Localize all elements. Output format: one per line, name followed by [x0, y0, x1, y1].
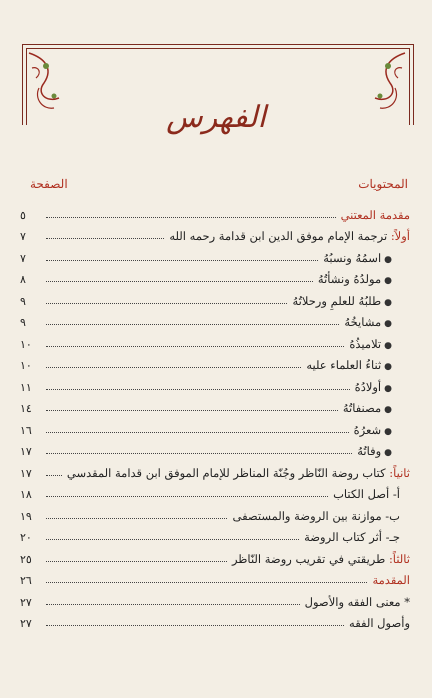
toc-entry-title [330, 487, 410, 501]
toc-entry-text: وفاتُهُ [357, 444, 382, 458]
toc-entry-title [64, 466, 410, 480]
toc-entry-text: ثناءُ العلماء عليه [306, 358, 382, 372]
bullet-icon: ● [384, 383, 392, 394]
bullet-icon: ● [384, 426, 392, 437]
bullet-icon: ● [384, 362, 392, 372]
toc-entry-page: ٢٦ [20, 574, 32, 587]
leader-dots [46, 345, 344, 347]
leader-dots [46, 624, 344, 626]
toc-entry-text: شعرُهُ [353, 422, 382, 437]
toc-entry-page: ٢٥ [20, 552, 32, 566]
toc-entry [20, 286, 410, 308]
toc-entry-text: مصنفاتُهُ [342, 401, 382, 415]
toc-entry [20, 329, 410, 351]
toc-entry-text: أولادُهُ [354, 379, 382, 394]
toc-entry [20, 415, 410, 437]
leader-dots [46, 409, 338, 411]
toc-entry [20, 222, 410, 244]
toc-header [22, 177, 408, 195]
toc-entry-page: ١٠ [20, 337, 32, 351]
toc-entry-title [303, 358, 410, 372]
toc-entry [20, 587, 410, 609]
toc-entry [20, 372, 410, 394]
toc-entry [20, 394, 410, 416]
toc-entry [20, 566, 410, 588]
leader-dots [46, 388, 350, 390]
toc-entry-title [289, 294, 410, 308]
bullet-icon: ● [384, 405, 392, 415]
toc-entry-text: مولدُهُ ونشأتُهُ [317, 272, 382, 286]
bullet-icon: ● [384, 340, 392, 351]
page-label: الصفحة [30, 177, 68, 191]
toc-entry-title [346, 616, 410, 630]
toc-entry-title [166, 229, 410, 243]
bullet-icon: ● [384, 254, 392, 265]
toc-entry-title [338, 208, 410, 222]
toc-entry-title [315, 272, 410, 286]
bullet-icon: ● [384, 319, 392, 329]
toc-entry-page: ٢٧ [20, 595, 32, 609]
toc-entry-text: مقدمة المعتني [340, 207, 410, 222]
leader-dots [46, 581, 367, 583]
toc-entry [20, 458, 410, 480]
toc-entry-text: مشايخُهُ [344, 315, 382, 329]
toc-entry-page: ١٠ [20, 359, 32, 372]
toc-entry-page: ٨ [20, 273, 26, 286]
toc-entry-prefix: أولاً: [390, 229, 410, 243]
toc-entry-text: تلاميذُهُ [349, 336, 382, 351]
toc-entry-page: ١٧ [20, 445, 32, 458]
leader-dots [46, 323, 339, 325]
toc-entry-title [301, 530, 410, 544]
toc-entry-text: ترجمة الإمام موفق الدين ابن قدامة رحمه الله [169, 229, 391, 243]
toc-entry-title [340, 401, 410, 415]
leader-dots [46, 259, 318, 261]
toc-entry-text: كتاب روضة النّاظر وجُنّة المناظر للإمام الموفق ابن قدامة المقدسي [66, 465, 390, 480]
toc-entry-title [320, 251, 410, 265]
leader-dots [46, 237, 164, 239]
toc-entry-text: طريقتي في تقريب روضة النّاظر [231, 551, 389, 566]
contents-label: المحتويات [358, 177, 408, 191]
leader-dots [46, 560, 227, 562]
toc-entry [20, 308, 410, 330]
toc-entry-page: ١٤ [20, 402, 32, 415]
leader-dots [46, 495, 328, 497]
toc-entry-text: المقدمة [372, 573, 410, 587]
toc-entry-page: ٩ [20, 294, 26, 308]
toc-entry-text: * معنى الفقه والأصول [304, 594, 410, 609]
table-of-contents [20, 200, 410, 630]
leader-dots [46, 517, 227, 519]
toc-entry-text: أ- أصل الكتاب [333, 487, 400, 501]
toc-entry [20, 200, 410, 222]
toc-entry-page: ١٦ [20, 423, 32, 437]
leader-dots [46, 280, 313, 282]
toc-entry [20, 523, 410, 545]
page-title: الفهرس [166, 100, 266, 135]
toc-entry [20, 480, 410, 502]
toc-entry [20, 265, 410, 287]
toc-entry-title [352, 380, 410, 394]
leader-dots [46, 431, 349, 433]
toc-entry [20, 544, 410, 566]
toc-entry [20, 351, 410, 373]
toc-entry [20, 437, 410, 459]
toc-entry-title [346, 337, 410, 351]
toc-entry [20, 609, 410, 631]
toc-entry-page: ٥ [20, 208, 26, 222]
toc-entry-text: ب- موازنة بين الروضة والمستصفى [232, 508, 400, 523]
toc-entry-title [341, 315, 410, 329]
bullet-icon: ● [384, 297, 392, 308]
toc-entry-prefix: ثانياً: [389, 465, 410, 480]
leader-dots [46, 538, 299, 540]
toc-entry-page: ٢٧ [20, 617, 32, 630]
toc-entry [20, 501, 410, 523]
toc-entry-page: ١١ [20, 380, 32, 394]
leader-dots [46, 216, 336, 218]
leader-dots [46, 474, 62, 476]
leader-dots [46, 366, 301, 368]
toc-entry-page: ٧ [20, 251, 26, 265]
toc-entry-title [229, 552, 410, 566]
bullet-icon: ● [384, 448, 392, 458]
leader-dots [46, 603, 300, 605]
toc-entry-title [369, 573, 410, 587]
toc-entry-text: جـ- أثر كتاب الروضة [304, 530, 400, 544]
toc-entry-page: ١٨ [20, 488, 32, 501]
toc-entry-page: ٩ [20, 316, 26, 329]
leader-dots [46, 452, 352, 454]
leader-dots [46, 302, 287, 304]
toc-entry-prefix: ثالثاً: [388, 551, 410, 566]
toc-entry-title [229, 509, 410, 523]
toc-entry-text: طلبُهُ للعلمِ ورحلاتُهُ [292, 293, 382, 308]
toc-entry-text: وأصول الفقه [349, 616, 410, 630]
toc-entry-page: ١٧ [20, 466, 32, 480]
toc-entry-page: ٢٠ [20, 531, 32, 544]
toc-entry-title [351, 423, 410, 437]
toc-entry-page: ٧ [20, 230, 26, 243]
toc-entry-page: ١٩ [20, 509, 32, 523]
toc-entry-title [354, 444, 410, 458]
toc-entry-title [302, 595, 410, 609]
bullet-icon: ● [384, 276, 392, 286]
toc-entry [20, 243, 410, 265]
toc-entry-text: اسمُهُ ونسبُهُ [323, 250, 382, 265]
